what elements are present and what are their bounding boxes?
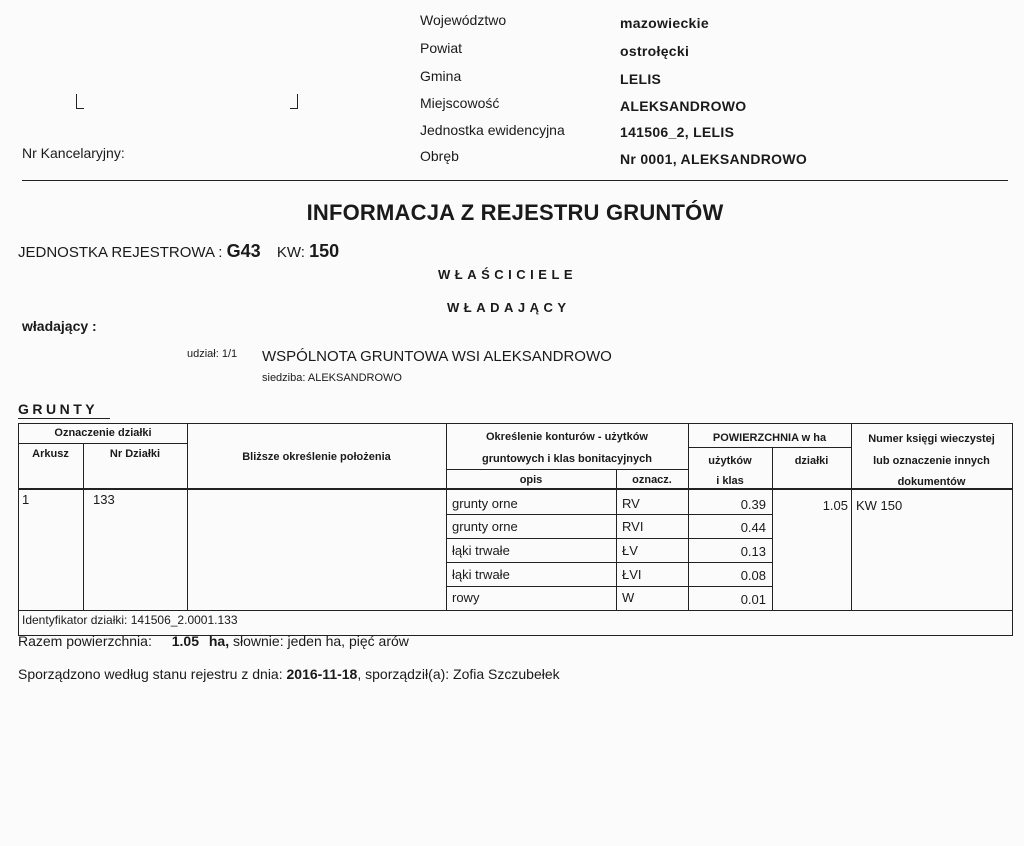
grid-line <box>688 447 851 448</box>
grid-line <box>446 586 772 587</box>
cell-oznacz: W <box>622 590 635 605</box>
cell-uzytkow: 0.13 <box>740 544 766 559</box>
value-obreb: Nr 0001, ALEKSANDROWO <box>620 151 808 167</box>
page-title: INFORMACJA Z REJESTRU GRUNTÓW <box>306 200 724 225</box>
razem-label: Razem powierzchnia: <box>18 633 152 649</box>
header-blizsze: Bliższe określenie położenia <box>242 451 391 463</box>
nr-kancelaryjny-label: Nr Kancelaryjny: <box>22 145 125 161</box>
razem-line <box>18 633 409 649</box>
grunty-underline <box>18 418 110 419</box>
header-oznacz: oznacz. <box>632 474 672 486</box>
cell-uzytkow: 0.44 <box>740 520 766 535</box>
jednostka-rejestrowa-value: G43 <box>226 241 261 261</box>
header-oznaczenie-dzialki: Oznaczenie działki <box>54 427 152 439</box>
header-divider <box>22 180 1008 181</box>
slownie-text: słownie: jeden ha, pięć arów <box>233 633 409 649</box>
header-kontury-line1: Określenie konturów - użytków <box>486 431 648 443</box>
cell-oznacz: RV <box>622 496 640 511</box>
label-gmina: Gmina <box>420 68 462 84</box>
address-corner-left-mark <box>76 94 84 109</box>
kw-label: KW: <box>276 244 305 261</box>
footer-prefix: Sporządzono według stanu rejestru z dnia: <box>18 666 283 682</box>
wlasciciele-heading: WŁAŚCICIELE <box>438 267 578 282</box>
header-ksiega-line1: Numer księgi wieczystej <box>868 433 995 445</box>
grid-line <box>446 514 772 515</box>
udzial-label: udział: 1/1 <box>187 348 238 360</box>
header-separator <box>18 488 1012 490</box>
cell-opis: rowy <box>452 590 480 605</box>
grid-line <box>18 443 188 444</box>
jednostka-rejestrowa-label: JEDNOSTKA REJESTROWA : <box>18 244 223 261</box>
cell-opis: grunty orne <box>452 519 518 534</box>
razem-value: 1.05 <box>171 633 199 649</box>
value-powiat: ostrołęcki <box>620 43 690 59</box>
footer-line <box>18 666 560 682</box>
wladajacy-label: władający : <box>22 318 97 334</box>
value-miejscowosc: ALEKSANDROWO <box>620 98 747 114</box>
header-ksiega-line2: lub oznaczenie innych <box>873 455 990 467</box>
header-kontury-line2: gruntowych i klas bonitacyjnych <box>482 453 652 465</box>
grid-line <box>772 447 773 610</box>
kw-value: 150 <box>309 241 340 261</box>
header-arkusz: Arkusz <box>32 448 69 460</box>
cell-oznacz: RVI <box>622 519 644 534</box>
header-uzytkow-line2: i klas <box>716 475 744 487</box>
cell-oznacz: ŁV <box>622 543 638 558</box>
cell-uzytkow: 0.08 <box>740 568 766 583</box>
label-wojewodztwo: Województwo <box>420 12 507 28</box>
header-powierzchnia: POWIERZCHNIA w ha <box>712 432 827 444</box>
label-miejscowosc: Miejscowość <box>420 95 500 111</box>
header-uzytkow-line1: użytków <box>708 455 752 467</box>
cell-uzytkow: 0.39 <box>740 497 766 512</box>
value-wojewodztwo: mazowieckie <box>620 15 709 31</box>
siedziba-text: siedziba: ALEKSANDROWO <box>262 372 402 384</box>
grid-line <box>616 469 617 610</box>
grid-line <box>446 469 688 470</box>
razem-unit: ha, <box>208 633 230 649</box>
cell-ksiega: KW 150 <box>856 498 903 513</box>
grunty-heading: GRUNTY <box>18 401 99 417</box>
grid-line <box>446 423 447 610</box>
wladajacy-heading: WŁADAJĄCY <box>447 300 571 315</box>
value-jednostka-ewidencyjna: 141506_2, LELIS <box>620 124 735 140</box>
address-corner-right-mark <box>290 94 298 109</box>
grid-line <box>446 562 772 563</box>
identyfikator-dzialki: Identyfikator działki: 141506_2.0001.133 <box>22 613 238 627</box>
footer-suffix: , sporządził(a): Zofia Szczubełek <box>357 666 560 682</box>
label-jednostka-ewidencyjna: Jednostka ewidencyjna <box>420 122 565 138</box>
header-opis: opis <box>519 474 543 486</box>
cell-nr-dzialki: 133 <box>93 492 115 507</box>
wladajacy-name: WSPÓLNOTA GRUNTOWA WSI ALEKSANDROWO <box>262 348 612 365</box>
grid-line <box>83 443 84 610</box>
table-border-top <box>18 423 1012 424</box>
grid-line <box>851 423 852 610</box>
cell-dzialki-total: 1.05 <box>822 498 848 513</box>
header-dzialki: działki <box>794 455 829 467</box>
label-obreb: Obręb <box>420 148 459 164</box>
grid-line <box>18 610 1012 611</box>
cell-oznacz: ŁVI <box>622 567 642 582</box>
label-powiat: Powiat <box>420 40 463 56</box>
cell-opis: łąki trwałe <box>452 543 510 558</box>
cell-opis: grunty orne <box>452 496 518 511</box>
table-border-right <box>1012 423 1013 636</box>
header-ksiega-line3: dokumentów <box>897 476 966 488</box>
cell-arkusz: 1 <box>22 492 30 507</box>
cell-uzytkow: 0.01 <box>740 592 766 607</box>
cell-opis: łąki trwałe <box>452 567 510 582</box>
header-nr-dzialki: Nr Działki <box>109 448 161 460</box>
footer-date: 2016-11-18 <box>286 666 358 682</box>
grid-line <box>446 538 772 539</box>
value-gmina: LELIS <box>620 71 662 87</box>
jednostka-rejestrowa-line <box>18 241 339 262</box>
